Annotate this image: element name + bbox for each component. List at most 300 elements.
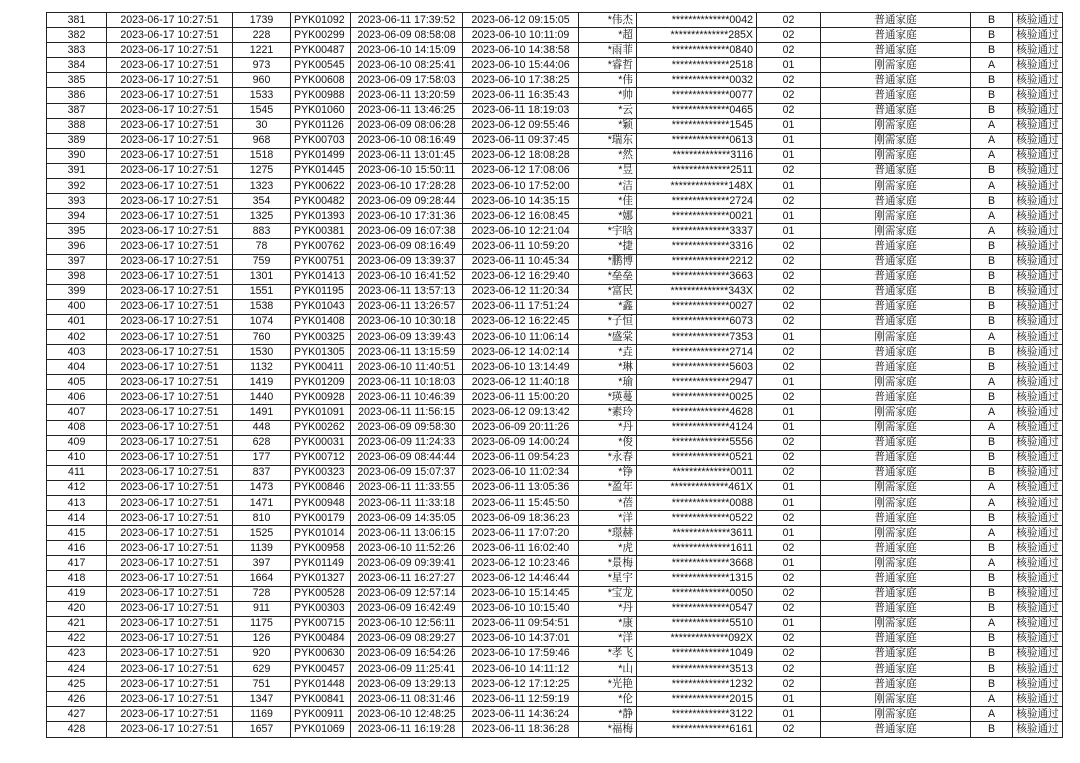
submit-time-cell: 2023-06-09 12:57:14 [351,586,463,601]
group-cell: B [971,269,1013,284]
group-cell: B [971,390,1013,405]
type-code-cell: 02 [757,73,821,88]
sequence-cell: 837 [233,465,291,480]
review-time-cell: 2023-06-12 10:23:46 [463,556,579,571]
record-table-body [47,13,1063,738]
name-cell: *垒垒 [579,269,637,284]
sequence-cell: 810 [233,511,291,526]
household-type-cell: 普通家庭 [821,360,971,375]
name-cell: *伦 [579,692,637,707]
code-cell: PYK00528 [291,586,351,601]
id-number-cell: **************148X [637,179,757,194]
status-cell: 核验通过 [1013,571,1063,586]
type-code-cell: 01 [757,480,821,495]
code-cell: PYK01408 [291,314,351,329]
timestamp-cell: 2023-06-17 10:27:51 [107,405,233,420]
id-number-cell: **************343X [637,284,757,299]
household-type-cell: 刚需家庭 [821,707,971,722]
group-cell: A [971,616,1013,631]
type-code-cell: 02 [757,646,821,661]
name-cell: *俊 [579,435,637,450]
row-number-cell: 387 [47,103,107,118]
table-row [47,420,1063,435]
status-cell: 核验通过 [1013,148,1063,163]
review-time-cell: 2023-06-10 10:11:09 [463,28,579,43]
row-number-cell: 399 [47,284,107,299]
name-cell: *虎 [579,541,637,556]
row-number-cell: 390 [47,148,107,163]
code-cell: PYK00712 [291,450,351,465]
row-number-cell: 426 [47,692,107,707]
status-cell: 核验通过 [1013,13,1063,28]
timestamp-cell: 2023-06-17 10:27:51 [107,465,233,480]
table-row [47,133,1063,148]
name-cell: *帅 [579,88,637,103]
sequence-cell: 1551 [233,284,291,299]
timestamp-cell: 2023-06-17 10:27:51 [107,692,233,707]
submit-time-cell: 2023-06-11 13:20:59 [351,88,463,103]
sequence-cell: 354 [233,194,291,209]
id-number-cell: **************2724 [637,194,757,209]
type-code-cell: 02 [757,662,821,677]
review-time-cell: 2023-06-11 09:37:45 [463,133,579,148]
review-time-cell: 2023-06-12 09:13:42 [463,405,579,420]
household-type-cell: 普通家庭 [821,465,971,480]
code-cell: PYK01499 [291,148,351,163]
row-number-cell: 386 [47,88,107,103]
table-row [47,314,1063,329]
group-cell: A [971,179,1013,194]
sequence-cell: 1419 [233,375,291,390]
submit-time-cell: 2023-06-09 08:29:27 [351,631,463,646]
id-number-cell: **************0840 [637,43,757,58]
household-type-cell: 普通家庭 [821,314,971,329]
review-time-cell: 2023-06-12 09:55:46 [463,118,579,133]
group-cell: A [971,118,1013,133]
group-cell: B [971,13,1013,28]
submit-time-cell: 2023-06-09 11:24:33 [351,435,463,450]
household-type-cell: 刚需家庭 [821,375,971,390]
group-cell: B [971,163,1013,178]
sequence-cell: 911 [233,601,291,616]
timestamp-cell: 2023-06-17 10:27:51 [107,722,233,737]
sequence-cell: 973 [233,58,291,73]
id-number-cell: **************3116 [637,148,757,163]
timestamp-cell: 2023-06-17 10:27:51 [107,209,233,224]
row-number-cell: 391 [47,163,107,178]
household-type-cell: 普通家庭 [821,269,971,284]
table-row [47,148,1063,163]
type-code-cell: 01 [757,496,821,511]
sequence-cell: 1473 [233,480,291,495]
type-code-cell: 01 [757,405,821,420]
review-time-cell: 2023-06-12 18:08:28 [463,148,579,163]
type-code-cell: 02 [757,631,821,646]
table-row [47,692,1063,707]
timestamp-cell: 2023-06-17 10:27:51 [107,148,233,163]
code-cell: PYK01327 [291,571,351,586]
household-type-cell: 普通家庭 [821,299,971,314]
review-time-cell: 2023-06-11 15:00:20 [463,390,579,405]
table-row [47,450,1063,465]
review-time-cell: 2023-06-12 17:08:06 [463,163,579,178]
name-cell: *颖 [579,118,637,133]
group-cell: B [971,73,1013,88]
status-cell: 核验通过 [1013,88,1063,103]
type-code-cell: 02 [757,450,821,465]
id-number-cell: **************0465 [637,103,757,118]
sequence-cell: 1139 [233,541,291,556]
status-cell: 核验通过 [1013,616,1063,631]
id-number-cell: **************0547 [637,601,757,616]
name-cell: *洋 [579,631,637,646]
status-cell: 核验通过 [1013,465,1063,480]
status-cell: 核验通过 [1013,707,1063,722]
row-number-cell: 394 [47,209,107,224]
household-type-cell: 普通家庭 [821,541,971,556]
review-time-cell: 2023-06-11 17:07:20 [463,526,579,541]
group-cell: B [971,722,1013,737]
type-code-cell: 01 [757,707,821,722]
review-time-cell: 2023-06-10 14:38:58 [463,43,579,58]
sequence-cell: 1530 [233,345,291,360]
row-number-cell: 409 [47,435,107,450]
timestamp-cell: 2023-06-17 10:27:51 [107,480,233,495]
row-number-cell: 427 [47,707,107,722]
row-number-cell: 406 [47,390,107,405]
row-number-cell: 416 [47,541,107,556]
status-cell: 核验通过 [1013,405,1063,420]
row-number-cell: 400 [47,299,107,314]
type-code-cell: 02 [757,103,821,118]
table-row [47,299,1063,314]
code-cell: PYK00545 [291,58,351,73]
id-number-cell: **************0021 [637,209,757,224]
sequence-cell: 78 [233,239,291,254]
status-cell: 核验通过 [1013,586,1063,601]
code-cell: PYK01448 [291,677,351,692]
code-cell: PYK00381 [291,224,351,239]
group-cell: A [971,480,1013,495]
group-cell: B [971,646,1013,661]
row-number-cell: 420 [47,601,107,616]
household-type-cell: 刚需家庭 [821,526,971,541]
sequence-cell: 1533 [233,88,291,103]
group-cell: A [971,692,1013,707]
row-number-cell: 423 [47,646,107,661]
row-number-cell: 381 [47,13,107,28]
table-row [47,511,1063,526]
status-cell: 核验通过 [1013,496,1063,511]
timestamp-cell: 2023-06-17 10:27:51 [107,390,233,405]
name-cell: *素玲 [579,405,637,420]
household-type-cell: 普通家庭 [821,239,971,254]
status-cell: 核验通过 [1013,420,1063,435]
status-cell: 核验通过 [1013,435,1063,450]
status-cell: 核验通过 [1013,390,1063,405]
sequence-cell: 1471 [233,496,291,511]
type-code-cell: 01 [757,692,821,707]
household-type-cell: 普通家庭 [821,631,971,646]
name-cell: *福梅 [579,722,637,737]
review-time-cell: 2023-06-09 18:36:23 [463,511,579,526]
submit-time-cell: 2023-06-10 11:52:26 [351,541,463,556]
sequence-cell: 1525 [233,526,291,541]
review-time-cell: 2023-06-10 15:14:45 [463,586,579,601]
sequence-cell: 1323 [233,179,291,194]
submit-time-cell: 2023-06-10 11:40:51 [351,360,463,375]
timestamp-cell: 2023-06-17 10:27:51 [107,284,233,299]
sequence-cell: 1301 [233,269,291,284]
row-number-cell: 392 [47,179,107,194]
id-number-cell: **************285X [637,28,757,43]
table-row [47,722,1063,737]
review-time-cell: 2023-06-10 17:38:25 [463,73,579,88]
table-row [47,405,1063,420]
status-cell: 核验通过 [1013,133,1063,148]
row-number-cell: 401 [47,314,107,329]
id-number-cell: **************5556 [637,435,757,450]
table-row [47,118,1063,133]
household-type-cell: 普通家庭 [821,571,971,586]
household-type-cell: 普通家庭 [821,435,971,450]
name-cell: *洁 [579,179,637,194]
name-cell: *然 [579,148,637,163]
sequence-cell: 759 [233,254,291,269]
type-code-cell: 01 [757,118,821,133]
id-number-cell: **************0025 [637,390,757,405]
table-row [47,43,1063,58]
timestamp-cell: 2023-06-17 10:27:51 [107,677,233,692]
table-row [47,646,1063,661]
row-number-cell: 418 [47,571,107,586]
review-time-cell: 2023-06-10 14:37:01 [463,631,579,646]
table-row [47,329,1063,344]
name-cell: *丹 [579,420,637,435]
timestamp-cell: 2023-06-17 10:27:51 [107,118,233,133]
name-cell: *洋 [579,511,637,526]
id-number-cell: **************0521 [637,450,757,465]
review-time-cell: 2023-06-11 18:36:28 [463,722,579,737]
code-cell: PYK00841 [291,692,351,707]
table-row [47,179,1063,194]
submit-time-cell: 2023-06-11 17:39:52 [351,13,463,28]
code-cell: PYK00988 [291,88,351,103]
group-cell: B [971,631,1013,646]
code-cell: PYK00457 [291,662,351,677]
row-number-cell: 422 [47,631,107,646]
row-number-cell: 421 [47,616,107,631]
type-code-cell: 02 [757,88,821,103]
household-type-cell: 普通家庭 [821,662,971,677]
sequence-cell: 1538 [233,299,291,314]
timestamp-cell: 2023-06-17 10:27:51 [107,616,233,631]
review-time-cell: 2023-06-12 09:15:05 [463,13,579,28]
code-cell: PYK01149 [291,556,351,571]
timestamp-cell: 2023-06-17 10:27:51 [107,133,233,148]
status-cell: 核验通过 [1013,722,1063,737]
row-number-cell: 395 [47,224,107,239]
submit-time-cell: 2023-06-09 11:25:41 [351,662,463,677]
type-code-cell: 02 [757,722,821,737]
submit-time-cell: 2023-06-10 17:28:28 [351,179,463,194]
status-cell: 核验通过 [1013,179,1063,194]
status-cell: 核验通过 [1013,677,1063,692]
type-code-cell: 02 [757,360,821,375]
review-time-cell: 2023-06-11 09:54:23 [463,450,579,465]
code-cell: PYK00179 [291,511,351,526]
review-time-cell: 2023-06-12 11:40:18 [463,375,579,390]
timestamp-cell: 2023-06-17 10:27:51 [107,103,233,118]
submit-time-cell: 2023-06-09 13:39:37 [351,254,463,269]
status-cell: 核验通过 [1013,541,1063,556]
submit-time-cell: 2023-06-11 11:56:15 [351,405,463,420]
status-cell: 核验通过 [1013,58,1063,73]
code-cell: PYK00958 [291,541,351,556]
status-cell: 核验通过 [1013,692,1063,707]
group-cell: A [971,405,1013,420]
type-code-cell: 02 [757,586,821,601]
name-cell: *超 [579,28,637,43]
household-type-cell: 刚需家庭 [821,496,971,511]
submit-time-cell: 2023-06-09 08:16:49 [351,239,463,254]
id-number-cell: **************2518 [637,58,757,73]
submit-time-cell: 2023-06-09 09:39:41 [351,556,463,571]
type-code-cell: 01 [757,616,821,631]
row-number-cell: 411 [47,465,107,480]
timestamp-cell: 2023-06-17 10:27:51 [107,586,233,601]
table-row [47,677,1063,692]
submit-time-cell: 2023-06-09 13:29:13 [351,677,463,692]
sequence-cell: 760 [233,329,291,344]
code-cell: PYK00031 [291,435,351,450]
status-cell: 核验通过 [1013,239,1063,254]
household-type-cell: 刚需家庭 [821,420,971,435]
table-row [47,480,1063,495]
status-cell: 核验通过 [1013,224,1063,239]
group-cell: B [971,299,1013,314]
household-type-cell: 普通家庭 [821,163,971,178]
type-code-cell: 02 [757,13,821,28]
review-time-cell: 2023-06-10 17:59:46 [463,646,579,661]
timestamp-cell: 2023-06-17 10:27:51 [107,556,233,571]
row-number-cell: 402 [47,329,107,344]
review-time-cell: 2023-06-11 16:02:40 [463,541,579,556]
submit-time-cell: 2023-06-11 16:19:28 [351,722,463,737]
table-row [47,224,1063,239]
code-cell: PYK00325 [291,329,351,344]
group-cell: A [971,209,1013,224]
group-cell: B [971,345,1013,360]
type-code-cell: 01 [757,375,821,390]
household-type-cell: 普通家庭 [821,73,971,88]
timestamp-cell: 2023-06-17 10:27:51 [107,28,233,43]
id-number-cell: **************2511 [637,163,757,178]
group-cell: B [971,435,1013,450]
status-cell: 核验通过 [1013,118,1063,133]
table-row [47,556,1063,571]
sequence-cell: 920 [233,646,291,661]
id-number-cell: **************3122 [637,707,757,722]
type-code-cell: 02 [757,314,821,329]
code-cell: PYK00630 [291,646,351,661]
group-cell: A [971,496,1013,511]
table-row [47,239,1063,254]
name-cell: *捷 [579,239,637,254]
sequence-cell: 228 [233,28,291,43]
group-cell: B [971,511,1013,526]
row-number-cell: 414 [47,511,107,526]
submit-time-cell: 2023-06-11 13:06:15 [351,526,463,541]
row-number-cell: 397 [47,254,107,269]
type-code-cell: 01 [757,526,821,541]
code-cell: PYK01060 [291,103,351,118]
timestamp-cell: 2023-06-17 10:27:51 [107,571,233,586]
timestamp-cell: 2023-06-17 10:27:51 [107,43,233,58]
type-code-cell: 02 [757,571,821,586]
status-cell: 核验通过 [1013,103,1063,118]
type-code-cell: 02 [757,254,821,269]
id-number-cell: **************4628 [637,405,757,420]
status-cell: 核验通过 [1013,450,1063,465]
code-cell: PYK00703 [291,133,351,148]
id-number-cell: **************0032 [637,73,757,88]
submit-time-cell: 2023-06-09 13:39:43 [351,329,463,344]
status-cell: 核验通过 [1013,299,1063,314]
id-number-cell: **************6161 [637,722,757,737]
table-row [47,465,1063,480]
group-cell: A [971,707,1013,722]
name-cell: *光艳 [579,677,637,692]
group-cell: A [971,224,1013,239]
review-time-cell: 2023-06-12 11:20:34 [463,284,579,299]
type-code-cell: 02 [757,194,821,209]
timestamp-cell: 2023-06-17 10:27:51 [107,375,233,390]
table-row [47,496,1063,511]
table-row [47,707,1063,722]
household-type-cell: 刚需家庭 [821,480,971,495]
code-cell: PYK01445 [291,163,351,178]
status-cell: 核验通过 [1013,163,1063,178]
sequence-cell: 1275 [233,163,291,178]
timestamp-cell: 2023-06-17 10:27:51 [107,73,233,88]
status-cell: 核验通过 [1013,345,1063,360]
row-number-cell: 413 [47,496,107,511]
code-cell: PYK01195 [291,284,351,299]
timestamp-cell: 2023-06-17 10:27:51 [107,163,233,178]
review-time-cell: 2023-06-11 09:54:51 [463,616,579,631]
code-cell: PYK00948 [291,496,351,511]
type-code-cell: 01 [757,556,821,571]
review-time-cell: 2023-06-11 15:45:50 [463,496,579,511]
sequence-cell: 629 [233,662,291,677]
group-cell: B [971,601,1013,616]
submit-time-cell: 2023-06-11 13:15:59 [351,345,463,360]
group-cell: B [971,465,1013,480]
table-row [47,390,1063,405]
submit-time-cell: 2023-06-11 10:18:03 [351,375,463,390]
code-cell: PYK00608 [291,73,351,88]
status-cell: 核验通过 [1013,329,1063,344]
type-code-cell: 02 [757,269,821,284]
status-cell: 核验通过 [1013,526,1063,541]
row-number-cell: 403 [47,345,107,360]
household-type-cell: 刚需家庭 [821,405,971,420]
id-number-cell: **************3668 [637,556,757,571]
status-cell: 核验通过 [1013,43,1063,58]
type-code-cell: 02 [757,677,821,692]
household-type-cell: 刚需家庭 [821,58,971,73]
